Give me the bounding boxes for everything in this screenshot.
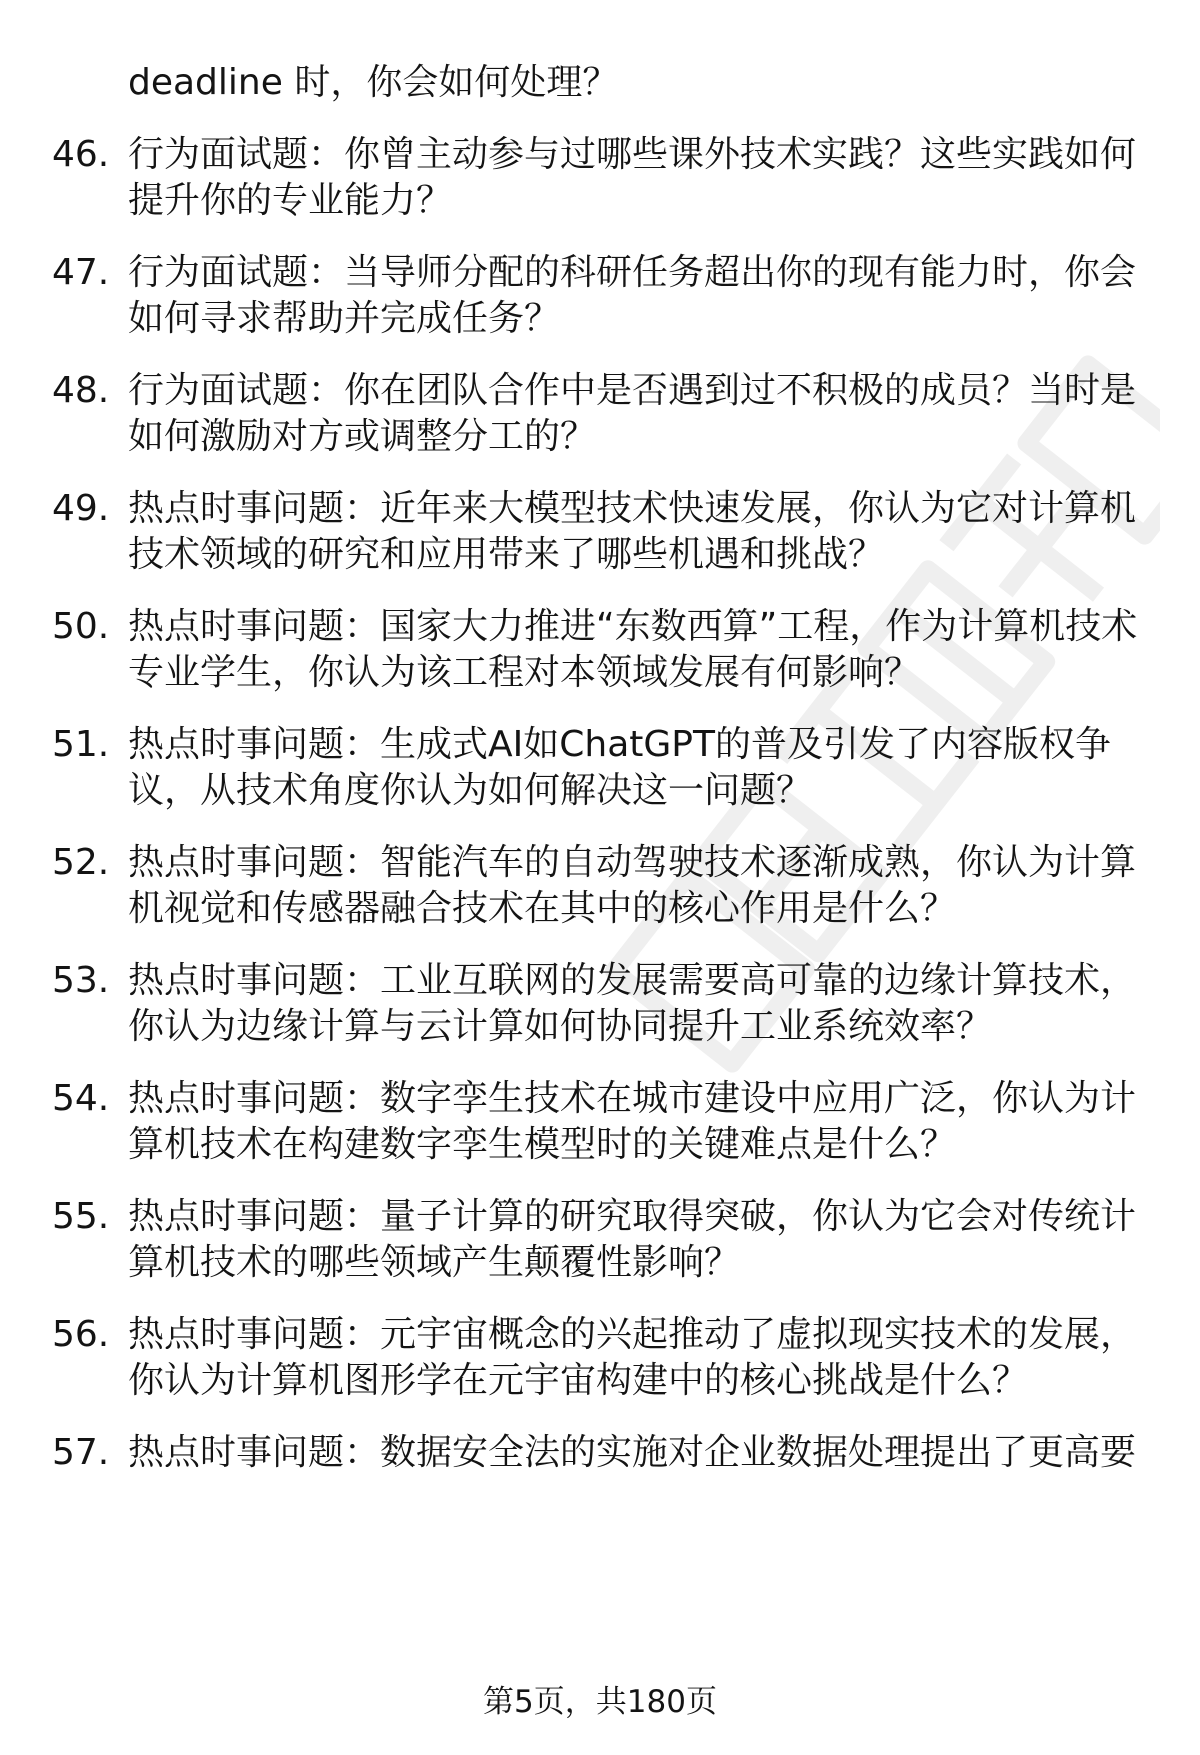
question-number: 52. [52, 842, 110, 883]
question-number: 50. [52, 606, 110, 647]
question-text: 热点时事问题：国家大力推进“东数西算”工程，作为计算机技术专业学生，你认为该工程对本领域发展有何影响？ [128, 606, 1138, 693]
question-text: 热点时事问题：数字孪生技术在城市建设中应用广泛，你认为计算机技术在构建数字孪生模型时的关键难点是什么？ [128, 1078, 1137, 1165]
question-text: 热点时事问题：近年来大模型技术快速发展，你认为它对计算机技术领域的研究和应用带来了哪些机遇和挑战？ [128, 488, 1137, 575]
question-number: 47. [52, 252, 110, 293]
question-text: 行为面试题：你曾主动参与过哪些课外技术实践？这些实践如何提升你的专业能力？ [128, 134, 1137, 221]
question-number: 53. [52, 960, 110, 1001]
question-text: 热点时事问题：生成式AI如ChatGPT的普及引发了内容版权争议，从技术角度你认为如何解决这一问题？ [128, 724, 1111, 811]
question-number: 49. [52, 488, 110, 529]
question-number: 55. [52, 1196, 110, 1237]
question-number: 57. [52, 1432, 110, 1473]
continued-question-text: deadline 时，你会如何处理？ [128, 62, 619, 103]
question-text: 行为面试题：当导师分配的科研任务超出你的现有能力时，你会如何寻求帮助并完成任务？ [128, 252, 1137, 339]
question-text: 热点时事问题：元宇宙概念的兴起推动了虚拟现实技术的发展，你认为计算机图形学在元宇宙构建中的核心挑战是什么？ [128, 1314, 1137, 1401]
question-number: 56. [52, 1314, 110, 1355]
question-text: 行为面试题：你在团队合作中是否遇到过不积极的成员？当时是如何激励对方或调整分工的？ [128, 370, 1137, 457]
question-text: 热点时事问题：量子计算的研究取得突破，你认为它会对传统计算机技术的哪些领域产生颠覆性影响？ [128, 1196, 1137, 1283]
question-text: 热点时事问题：智能汽车的自动驾驶技术逐渐成熟，你认为计算机视觉和传感器融合技术在其中的核心作用是什么？ [128, 842, 1137, 929]
question-text: 热点时事问题：数据安全法的实施对企业数据处理提出了更高要 [128, 1432, 1137, 1473]
page-footer: 第5页，共180页 [483, 1684, 717, 1720]
question-text: 热点时事问题：工业互联网的发展需要高可靠的边缘计算技术，你认为边缘计算与云计算如何协同提升工业系统效率？ [128, 960, 1137, 1047]
question-number: 48. [52, 370, 110, 411]
question-number: 51. [52, 724, 110, 765]
question-number: 54. [52, 1078, 110, 1119]
question-number: 46. [52, 134, 110, 175]
